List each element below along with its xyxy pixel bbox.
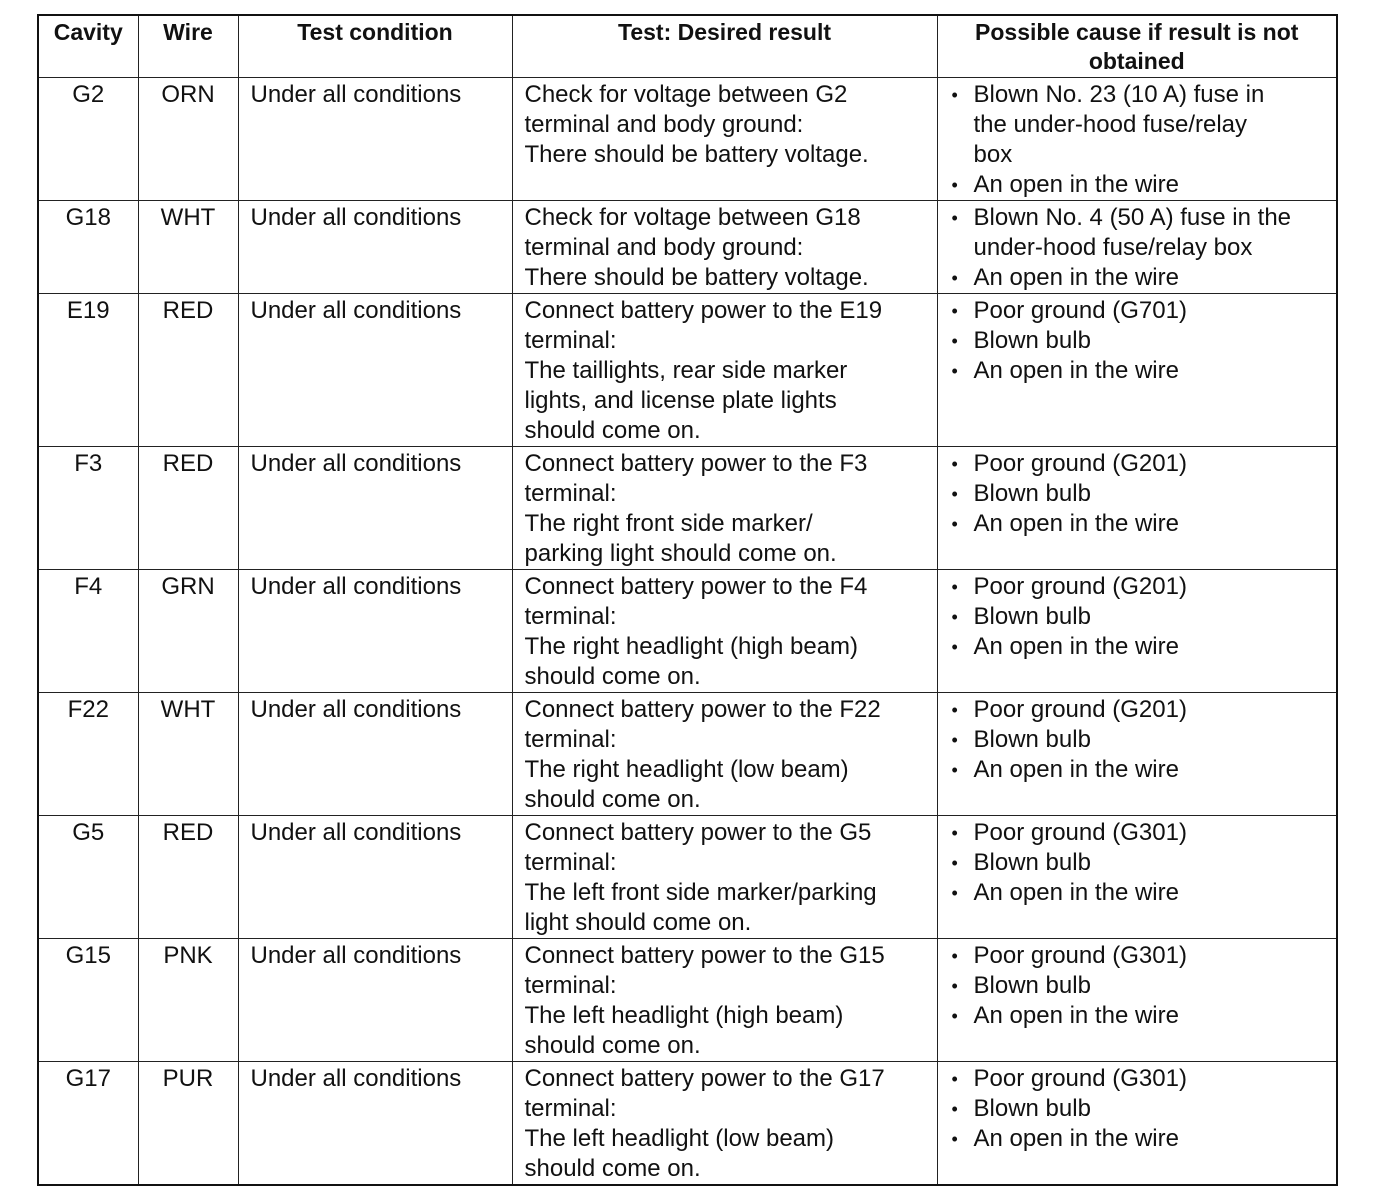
desired-result-cell: [512, 78, 937, 201]
wire-cell: ORN: [138, 78, 238, 201]
possible-cause-cell: [937, 939, 1337, 1062]
cavity-cell: F3: [38, 447, 138, 570]
cause-line: • Blown bulb: [973, 603, 1091, 630]
cause-item: [950, 848, 1337, 878]
cause-line: • Blown bulb: [973, 726, 1091, 753]
cause-line: • An open in the wire: [973, 756, 1179, 783]
header-row: [38, 15, 1337, 78]
table-row: [38, 939, 1337, 1062]
desired-result-line: Connect battery power to the G17: [524, 1065, 885, 1092]
cause-line: • An open in the wire: [973, 171, 1179, 198]
desired-result-line: light should come on.: [524, 909, 752, 936]
test-condition-cell: Under all conditions: [238, 201, 512, 294]
test-condition-cell: Under all conditions: [238, 78, 512, 201]
cause-line: • Blown No. 4 (50 A) fuse in the: [973, 204, 1292, 231]
cause-list: [950, 296, 1337, 386]
cause-line: • An open in the wire: [973, 879, 1179, 906]
cause-line: • Poor ground (G301): [973, 1065, 1187, 1092]
cause-item: [950, 1064, 1337, 1094]
desired-result-line: The right front side marker/: [524, 510, 813, 537]
cause-line: • An open in the wire: [973, 510, 1179, 537]
cause-item: [950, 695, 1337, 725]
cause-line: • Blown bulb: [973, 327, 1091, 354]
desired-result-line: terminal:: [524, 849, 617, 876]
test-condition-cell: Under all conditions: [238, 447, 512, 570]
desired-result-cell: [512, 294, 937, 447]
cause-line: • An open in the wire: [973, 264, 1179, 291]
cavity-cell: G17: [38, 1062, 138, 1186]
test-condition-cell: Under all conditions: [238, 294, 512, 447]
desired-result-line: should come on.: [524, 417, 701, 444]
cause-item: [950, 632, 1337, 662]
cause-line: • An open in the wire: [973, 357, 1179, 384]
desired-result-line: The left headlight (high beam): [524, 1002, 844, 1029]
desired-result-line: There should be battery voltage.: [524, 264, 869, 291]
cavity-test-table: [37, 14, 1338, 1186]
table-row: [38, 201, 1337, 294]
cause-item: [950, 170, 1337, 200]
desired-result-line: parking light should come on.: [524, 540, 837, 567]
cavity-cell: G18: [38, 201, 138, 294]
cause-line: • Poor ground (G201): [973, 450, 1187, 477]
cause-line: • Blown No. 23 (10 A) fuse in: [973, 81, 1265, 108]
desired-result-line: should come on.: [524, 786, 701, 813]
wire-cell: RED: [138, 294, 238, 447]
test-condition-cell: Under all conditions: [238, 570, 512, 693]
wire-cell: RED: [138, 816, 238, 939]
cause-item: [950, 449, 1337, 479]
cause-item: [950, 572, 1337, 602]
cause-item: [950, 356, 1337, 386]
desired-result-line: terminal and body ground:: [524, 111, 804, 138]
table-row: [38, 570, 1337, 693]
header-cavity: Cavity: [38, 15, 138, 78]
desired-result-cell: [512, 693, 937, 816]
cause-line: • Poor ground (G201): [973, 573, 1187, 600]
desired-result-line: The right headlight (low beam): [524, 756, 849, 783]
cause-list: [950, 695, 1337, 785]
desired-result-line: The right headlight (high beam): [524, 633, 859, 660]
cause-item: [950, 326, 1337, 356]
header-possible-cause: [937, 15, 1337, 78]
cause-item: [950, 1124, 1337, 1154]
cavity-cell: G5: [38, 816, 138, 939]
desired-result-line: should come on.: [524, 1155, 701, 1182]
desired-result-cell: [512, 939, 937, 1062]
header-cause-line: obtained: [1088, 48, 1185, 74]
desired-result-line: Connect battery power to the F4: [524, 573, 868, 600]
header-test-condition: Test condition: [238, 15, 512, 78]
cause-item: [950, 941, 1337, 971]
possible-cause-cell: [937, 570, 1337, 693]
cause-line: the under-hood fuse/relay: [973, 111, 1248, 138]
desired-result-line: terminal:: [524, 972, 617, 999]
cause-list: [950, 818, 1337, 908]
cause-item: [950, 296, 1337, 326]
desired-result-line: Connect battery power to the G15: [524, 942, 885, 969]
possible-cause-cell: [937, 816, 1337, 939]
cause-line: • Poor ground (G301): [973, 942, 1187, 969]
desired-result-cell: [512, 816, 937, 939]
desired-result-line: terminal:: [524, 603, 617, 630]
header-cause-line: Possible cause if result is not: [975, 19, 1299, 45]
cause-line: box: [973, 141, 1013, 168]
desired-result-line: Connect battery power to the G5: [524, 819, 872, 846]
cause-line: • An open in the wire: [973, 1125, 1179, 1152]
desired-result-line: terminal and body ground:: [524, 234, 804, 261]
cause-item: [950, 509, 1337, 539]
cause-line: • Blown bulb: [973, 972, 1091, 999]
table-body: [38, 78, 1337, 1186]
cause-item: [950, 818, 1337, 848]
possible-cause-cell: [937, 294, 1337, 447]
cause-item: [950, 479, 1337, 509]
possible-cause-cell: [937, 201, 1337, 294]
cause-item: [950, 263, 1337, 293]
desired-result-line: Connect battery power to the F3: [524, 450, 868, 477]
cause-item: [950, 755, 1337, 785]
possible-cause-cell: [937, 78, 1337, 201]
cause-list: [950, 449, 1337, 539]
table-row: [38, 816, 1337, 939]
desired-result-line: The left headlight (low beam): [524, 1125, 834, 1152]
cause-line: • Poor ground (G301): [973, 819, 1187, 846]
possible-cause-cell: [937, 1062, 1337, 1186]
wire-cell: WHT: [138, 201, 238, 294]
table-row: [38, 294, 1337, 447]
cause-item: [950, 80, 1337, 170]
desired-result-line: There should be battery voltage.: [524, 141, 869, 168]
cause-item: [950, 602, 1337, 632]
possible-cause-cell: [937, 447, 1337, 570]
desired-result-line: Check for voltage between G18: [524, 204, 861, 231]
desired-result-cell: [512, 447, 937, 570]
desired-result-line: Connect battery power to the F22: [524, 696, 881, 723]
header-wire: Wire: [138, 15, 238, 78]
cause-line: • An open in the wire: [973, 1002, 1179, 1029]
test-condition-cell: Under all conditions: [238, 1062, 512, 1186]
desired-result-line: terminal:: [524, 726, 617, 753]
wire-cell: PUR: [138, 1062, 238, 1186]
cavity-cell: E19: [38, 294, 138, 447]
test-condition-cell: Under all conditions: [238, 939, 512, 1062]
cause-item: [950, 1094, 1337, 1124]
cause-list: [950, 203, 1337, 293]
cause-item: [950, 203, 1337, 263]
table-row: [38, 447, 1337, 570]
cavity-cell: G15: [38, 939, 138, 1062]
test-condition-cell: Under all conditions: [238, 693, 512, 816]
cause-line: • Blown bulb: [973, 1095, 1091, 1122]
cause-item: [950, 878, 1337, 908]
wire-cell: GRN: [138, 570, 238, 693]
desired-result-line: should come on.: [524, 663, 701, 690]
desired-result-line: terminal:: [524, 327, 617, 354]
desired-result-line: lights, and license plate lights: [524, 387, 837, 414]
wire-cell: RED: [138, 447, 238, 570]
desired-result-line: terminal:: [524, 1095, 617, 1122]
cause-item: [950, 1001, 1337, 1031]
desired-result-cell: [512, 570, 937, 693]
cause-line: • Blown bulb: [973, 480, 1091, 507]
table-row: [38, 78, 1337, 201]
cause-line: • Poor ground (G701): [973, 297, 1187, 324]
cavity-cell: F4: [38, 570, 138, 693]
cause-line: under-hood fuse/relay box: [973, 234, 1253, 261]
cause-item: [950, 971, 1337, 1001]
wire-cell: PNK: [138, 939, 238, 1062]
desired-result-line: Check for voltage between G2: [524, 81, 848, 108]
cause-list: [950, 1064, 1337, 1154]
cause-list: [950, 941, 1337, 1031]
desired-result-cell: [512, 1062, 937, 1186]
table-row: [38, 1062, 1337, 1186]
desired-result-line: should come on.: [524, 1032, 701, 1059]
cause-line: • Poor ground (G201): [973, 696, 1187, 723]
cause-list: [950, 80, 1337, 200]
desired-result-line: Connect battery power to the E19: [524, 297, 883, 324]
cavity-cell: F22: [38, 693, 138, 816]
desired-result-line: The taillights, rear side marker: [524, 357, 848, 384]
cause-line: • Blown bulb: [973, 849, 1091, 876]
possible-cause-cell: [937, 693, 1337, 816]
test-condition-cell: Under all conditions: [238, 816, 512, 939]
table-row: [38, 693, 1337, 816]
desired-result-line: terminal:: [524, 480, 617, 507]
header-desired-result: Test: Desired result: [512, 15, 937, 78]
cause-line: • An open in the wire: [973, 633, 1179, 660]
desired-result-cell: [512, 201, 937, 294]
cavity-cell: G2: [38, 78, 138, 201]
cause-list: [950, 572, 1337, 662]
cause-item: [950, 725, 1337, 755]
wire-cell: WHT: [138, 693, 238, 816]
desired-result-line: The left front side marker/parking: [524, 879, 877, 906]
